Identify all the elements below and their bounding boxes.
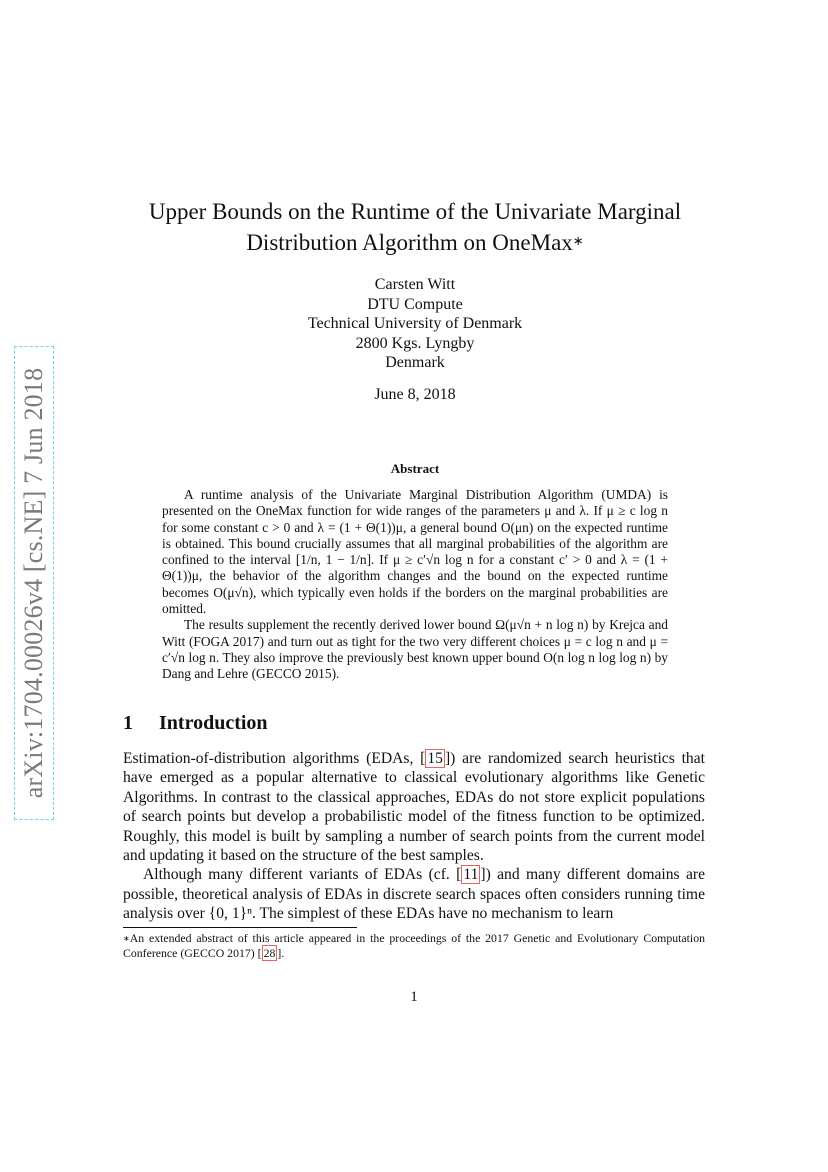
footnote-rule (123, 927, 357, 928)
arxiv-stamp-container (14, 346, 54, 820)
abstract-body (162, 487, 668, 683)
title-line-2-text: Distribution Algorithm on OneMax (246, 230, 573, 255)
intro-p1-text-a: Estimation-of-distribution algorithms (EDAs, (123, 750, 421, 767)
page-number: 1 (410, 989, 418, 1005)
author-block (200, 275, 630, 373)
intro-p2-text-a: Although many different variants of EDAs (cf. (143, 866, 457, 884)
footnote-text-a: An extended abstract of this article appeared in the proceedings of the 2017 Genetic and Evolutionary Computation Conference (GECCO 2017) (123, 931, 705, 960)
paper-title (100, 196, 730, 258)
citation-link[interactable]: 15 (427, 750, 443, 767)
arxiv-stamp[interactable]: arXiv:1704.00026v4 [cs.NE] 7 Jun 2018 (14, 346, 54, 820)
section-number: 1 (123, 712, 133, 734)
title-line-2 (100, 227, 730, 258)
author-name: Carsten Witt (374, 276, 456, 293)
author-city: 2800 Kgs. Lyngby (355, 334, 475, 352)
paper-date: June 8, 2018 (374, 386, 456, 403)
abstract-paragraph-1: A runtime analysis of the Univariate Marginal Distribution Algorithm (UMDA) is presented on the OneMax function for wide ranges of the parameters μ and λ. If μ ≥ c log n for some constant c > 0 and λ = (1 + Θ(1))μ, a general bound O(μn) on the expected runtime is obtained. This bound crucially assumes that all marginal probabilities of the algorithm are confined to the interval [1/n, 1 − 1/n]. If μ ≥ c′√n log n for a constant c′ > 0 and λ = (1 + Θ(1))μ, the behavior of the algorithm changes and the bound on the expected runtime becomes O(μ√n), which typically even holds if the borders on the marginal probabilities are omitted. (162, 487, 668, 617)
author-department: DTU Compute (367, 295, 463, 313)
abstract-paragraph-2: The results supplement the recently derived lower bound Ω(μ√n + n log n) by Krejca and Witt (FOGA 2017) and turn out as tight for the two very different choices μ = c log n and μ = c′√n log n. They also improve the previously best known upper bound O(n log n log log n) by Dang and Lehre (GECCO 2015). (162, 617, 668, 682)
section-heading (123, 712, 268, 735)
title-line-1: Upper Bounds on the Runtime of the Univariate Marginal (148, 199, 682, 224)
citation-link[interactable]: 28 (263, 946, 276, 960)
intro-paragraph-2: Although many different variants of EDAs (cf. [ 11 ]) and many different domains are possible, theoretical analysis of EDAs in discrete search spaces often considers running time analysis over {0, 1}ⁿ. The simplest of these EDAs have no mechanism to learn (123, 866, 706, 923)
intro-p2-text-b: ) and many different domains are possible, theoretical analysis of EDAs in discrete search spaces often considers running time analysis over {0, 1}ⁿ. The simplest of these EDAs have no mechanism to learn (123, 866, 706, 923)
intro-body (123, 749, 705, 924)
section-title: Introduction (159, 712, 268, 734)
abstract-heading: Abstract (390, 461, 440, 476)
footnote-mark: ∗ (123, 934, 130, 943)
title-footnote-mark[interactable]: ∗ (572, 233, 584, 248)
intro-p1-text-b: ) are randomized search heuristics that have emerged as a popular alternative to classical evolutionary algorithms like Genetic Algorithms. In contrast to the classical approaches, EDAs do not store explicit populations of search points but develop a probabilistic model of the fitness function to be optimized. Roughly, this model is built by sampling a number of search points from the current model and updating it based on the structure of the best samples. (123, 750, 705, 865)
citation-link[interactable]: 11 (463, 866, 479, 884)
author-country: Denmark (385, 354, 445, 371)
intro-paragraph-1: Estimation-of-distribution algorithms (EDAs, [ 15 ]) are randomized search heuristics that have emerged as a popular alternative to classical evolutionary algorithms like Genetic Algorithms. In contrast to the classical approaches, EDAs do not store explicit populations of search points but develop a probabilistic model of the fitness function to be optimized. Roughly, this model is built by sampling a number of search points from the current model and updating it based on the structure of the best samples. (123, 750, 705, 865)
author-university: Technical University of Denmark (307, 315, 523, 332)
footnote-text-b: . (281, 946, 285, 960)
footnote: ∗An extended abstract of this article appeared in the proceedings of the 2017 Genetic and Evolutionary Computation Conference (GECCO 2017) [ 28 ]. (123, 931, 705, 960)
